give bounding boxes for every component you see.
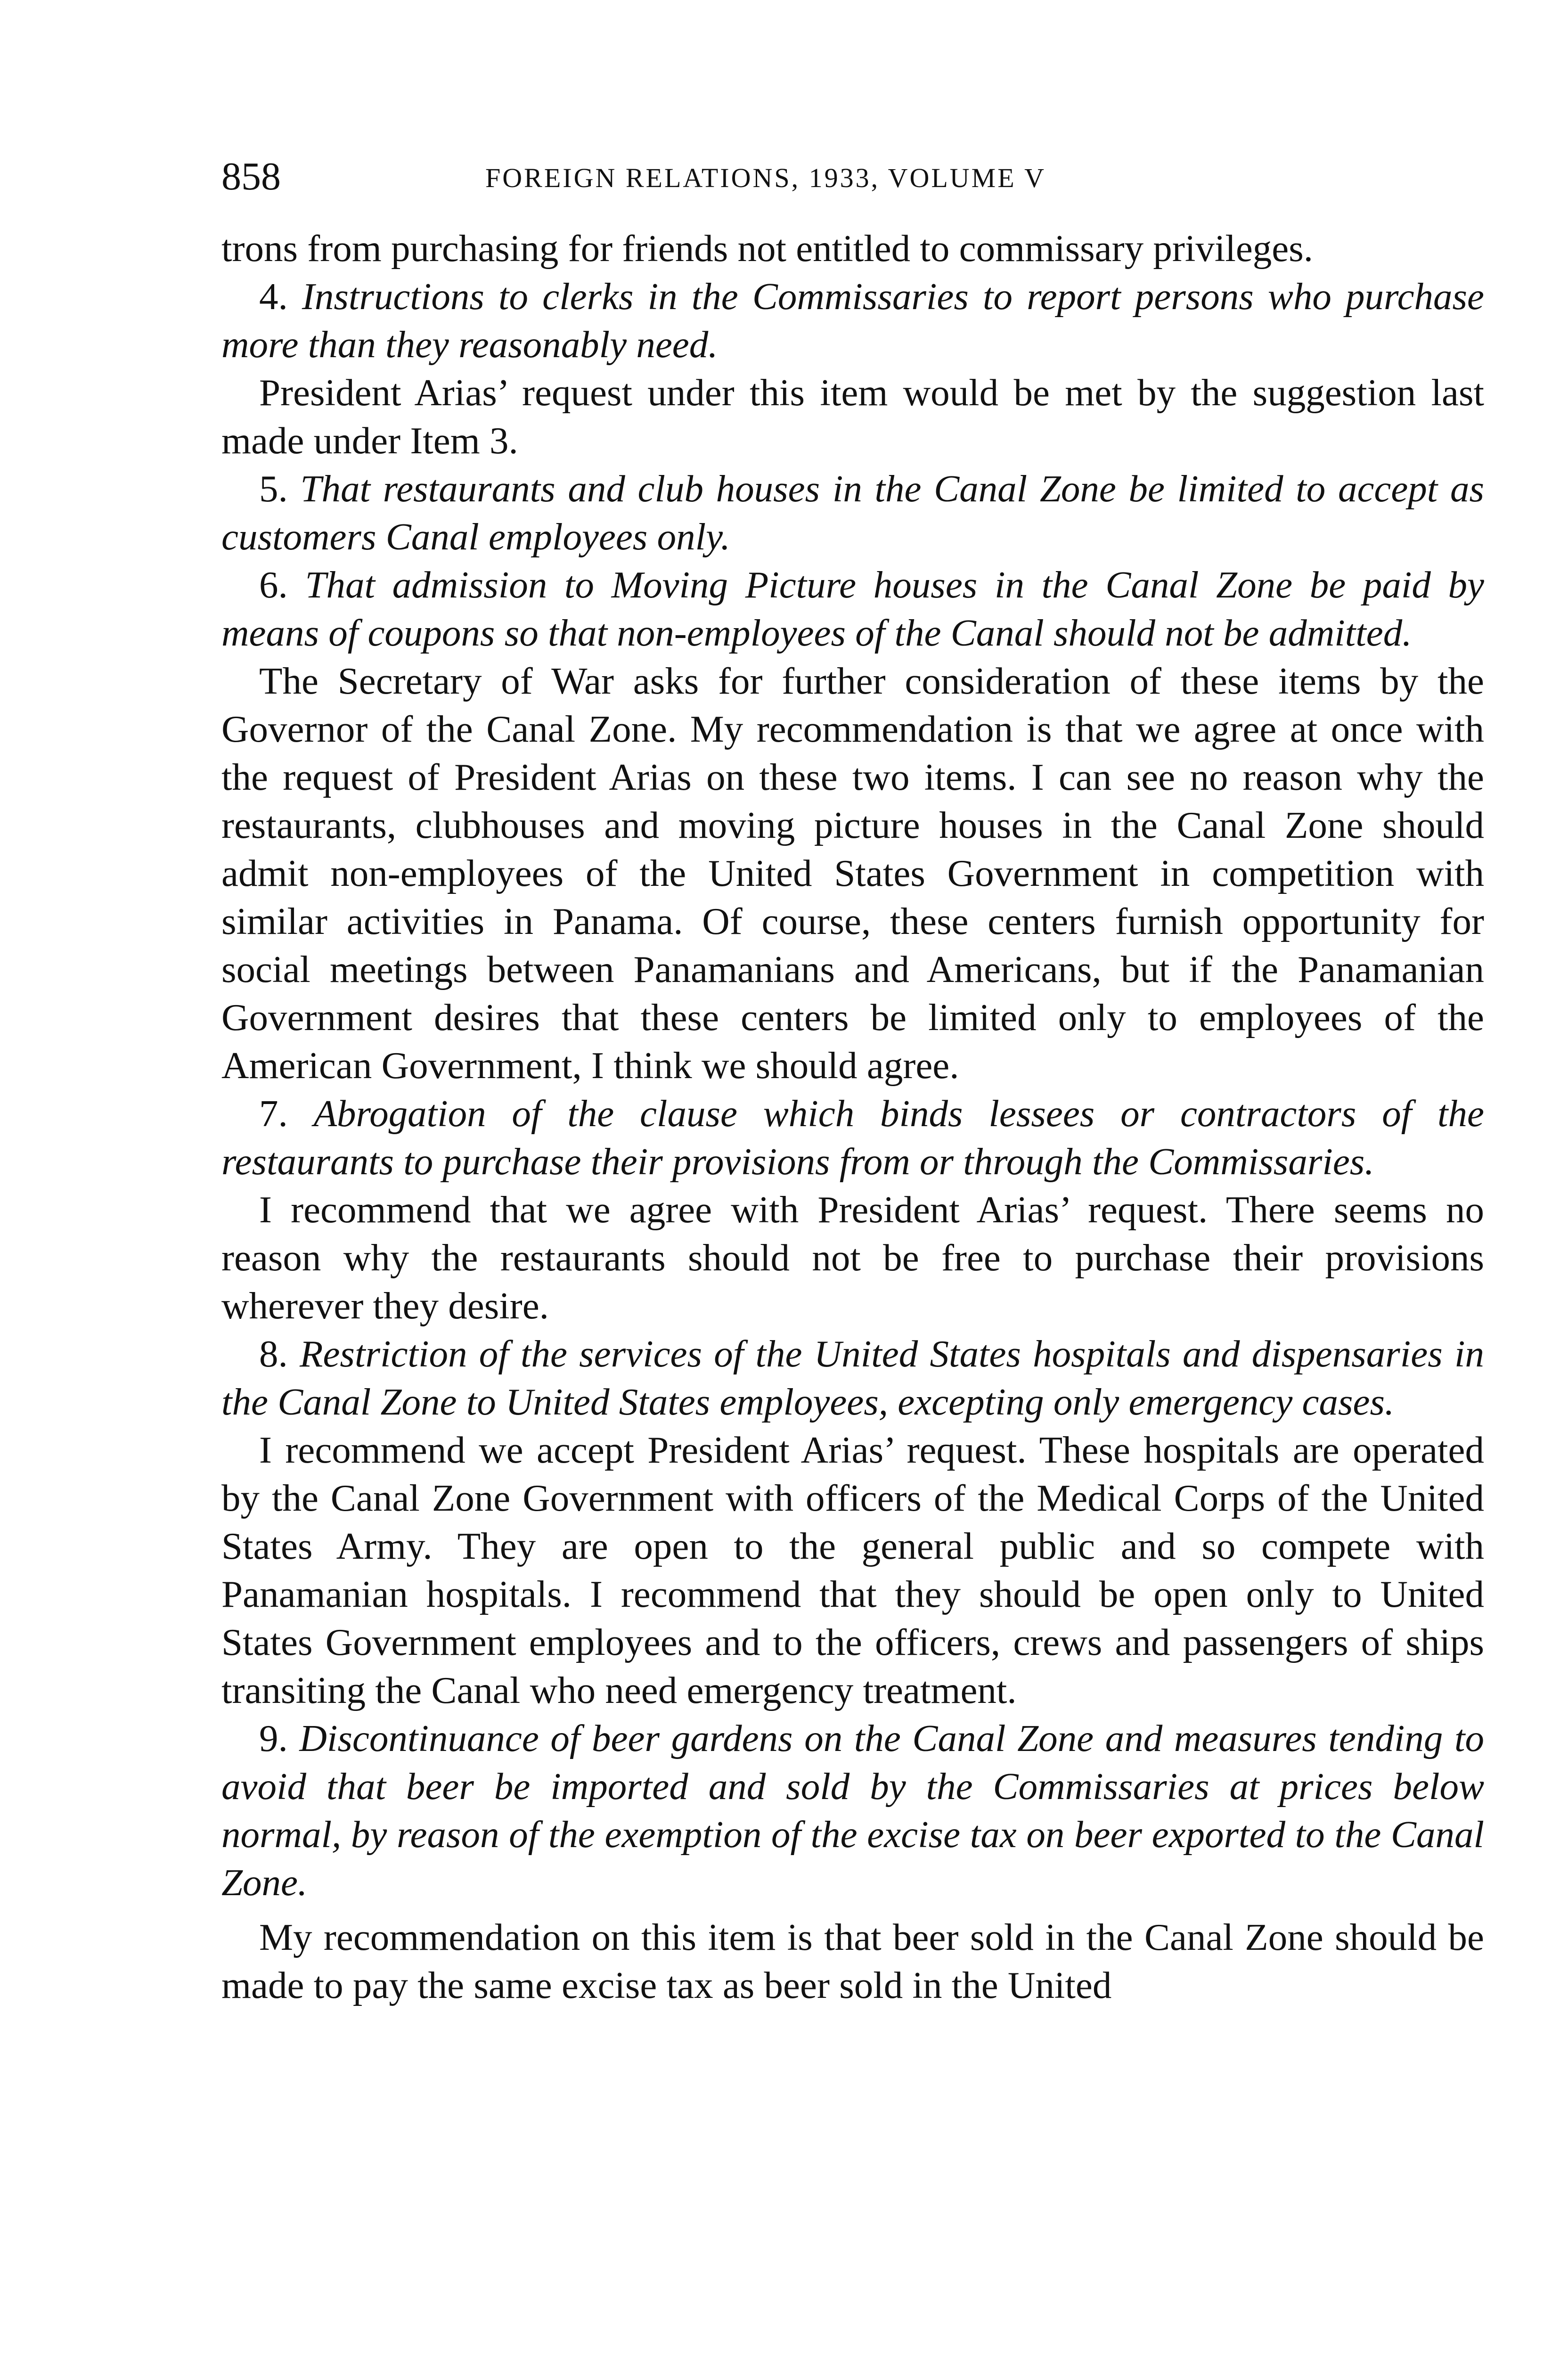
item-7 <box>221 1089 1484 1186</box>
item-5 <box>221 465 1484 561</box>
item-7-number: 7. <box>259 1092 288 1135</box>
item-8-number: 8. <box>259 1333 288 1375</box>
item-9-number: 9. <box>259 1717 288 1759</box>
item-5-number: 5. <box>259 467 288 510</box>
item-9-heading: Discontinuance of beer gardens on the Canal Zone and measures tending to avoid that beer be imported and sold by the Commissaries at prices below normal, by reason of the exemption of the excise tax on beer exported to the Canal Zone. <box>221 1717 1485 1904</box>
item-6 <box>221 561 1484 657</box>
item-4-number: 4. <box>259 275 288 318</box>
item-4 <box>221 272 1484 368</box>
paragraph-items-5-6-response: The Secretary of War asks for further consideration of these items by the Governor of the Canal Zone. My recommendation is that we agree at once with the request of President Arias on these two items. I can see no reason why the restaurants, clubhouses and moving picture houses in the Canal Zone should admit non-employees of the United States Government in competition with similar activities in Panama. Of course, these centers furnish opportunity for social meetings between Panamanians and Americans, but if the Panamanian Government desires that these centers be limited only to employees of the American Government, I think we should agree. <box>221 660 1484 1087</box>
item-5-heading: That restaurants and club houses in the Canal Zone be limited to accept as customers Canal employees only. <box>221 467 1484 558</box>
page-number: 858 <box>221 155 281 198</box>
running-head <box>221 155 1484 198</box>
item-9 <box>221 1714 1484 1906</box>
running-title: FOREIGN RELATIONS, 1933, VOLUME V <box>485 163 1046 193</box>
item-4-heading: Instructions to clerks in the Commissaries to report persons who purchase more than they reasonably need. <box>221 275 1484 366</box>
body-text <box>221 224 1484 2009</box>
item-6-heading: That admission to Moving Picture houses in the Canal Zone be paid by means of coupons so that non-employees of the Canal should not be admitted. <box>221 564 1484 654</box>
paragraph-item-4-response: President Arias’ request under this item would be met by the suggestion last made under Item 3. <box>221 371 1484 462</box>
paragraph-item-9-response: My recommendation on this item is that beer sold in the Canal Zone should be made to pay the same excise tax as beer sold in the United <box>221 1916 1484 2006</box>
item-7-heading: Abrogation of the clause which binds lessees or contractors of the restaurants to purchase their provisions from or through the Commissaries. <box>221 1092 1485 1183</box>
item-8-heading: Restriction of the services of the United States hospitals and dispensaries in the Canal Zone to United States employees, excepting only emergency cases. <box>221 1333 1484 1423</box>
item-6-number: 6. <box>259 564 288 606</box>
document-page <box>221 155 1484 2009</box>
paragraph-continuation: trons from purchasing for friends not entitled to commissary privileges. <box>221 227 1314 270</box>
paragraph-item-8-response: I recommend we accept President Arias’ request. These hospitals are operated by the Canal Zone Government with officers of the Medical Corps of the United States Army. They are open to the general public and so compete with Panamanian hospitals. I recommend that they should be open only to United States Government employees and to the officers, crews and passengers of ships transiting the Canal who need emergency treatment. <box>221 1429 1484 1711</box>
paragraph-item-7-response: I recommend that we agree with President Arias’ request. There seems no reason why the restaurants should not be free to purchase their provisions wherever they desire. <box>221 1188 1484 1327</box>
item-8 <box>221 1330 1484 1426</box>
